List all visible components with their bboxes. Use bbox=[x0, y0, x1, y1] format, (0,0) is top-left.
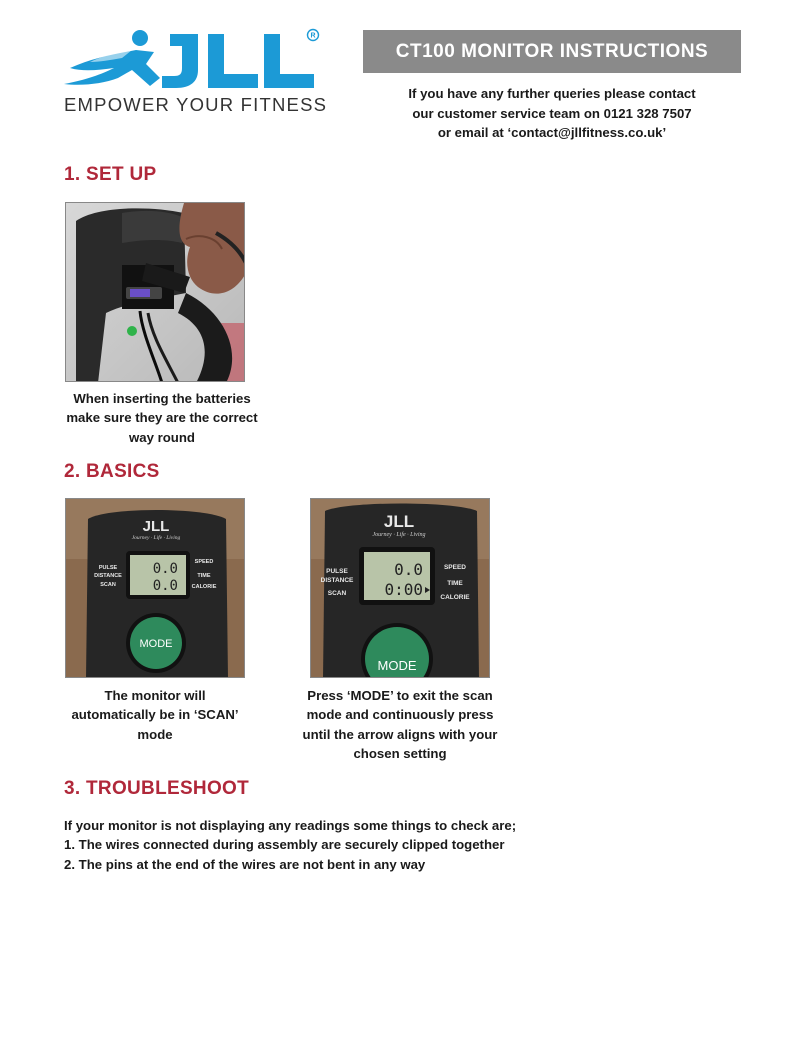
basics-caption-left bbox=[50, 686, 260, 744]
label-time: TIME bbox=[447, 580, 463, 587]
contact-line: or email at ‘contact@jllfitness.co.uk’ bbox=[437, 125, 667, 140]
caption-line: Press ‘MODE’ to exit the scan bbox=[307, 688, 493, 703]
lcd-readout-bottom: 0:00 bbox=[384, 580, 423, 599]
label-pulse: PULSE bbox=[326, 568, 348, 575]
label-scan: SCAN bbox=[100, 582, 116, 588]
basics-caption-right bbox=[290, 686, 510, 763]
caption-line: mode bbox=[137, 726, 173, 742]
caption-line: mode and continuously press bbox=[306, 707, 494, 723]
troubleshoot-item: 1. The wires connected during assembly are securely clipped together bbox=[64, 837, 505, 853]
monitor-brand: JLL bbox=[383, 512, 415, 531]
label-distance: DISTANCE bbox=[320, 577, 354, 584]
monitor-subbrand: Journey · Life · Living bbox=[372, 532, 426, 538]
caption-line: way round bbox=[129, 429, 195, 445]
label-calorie: CALORIE bbox=[440, 594, 470, 601]
label-pulse: PULSE bbox=[98, 565, 118, 571]
monitor-mode-photo bbox=[310, 498, 490, 678]
monitor-brand: JLL bbox=[142, 518, 170, 535]
heading-basics: 2. BASICS bbox=[64, 461, 160, 482]
label-time: TIME bbox=[197, 573, 211, 579]
contact-line: If you have any further queries please contact bbox=[408, 86, 696, 101]
caption-line: until the arrow aligns with your bbox=[302, 726, 498, 742]
troubleshoot-item: 2. The pins at the end of the wires are not bent in any way bbox=[64, 856, 426, 872]
troubleshoot-intro: If your monitor is not displaying any readings some things to check are; bbox=[64, 818, 517, 833]
caption-line: automatically be in ‘SCAN’ bbox=[71, 707, 239, 723]
troubleshoot-text bbox=[64, 816, 664, 874]
label-scan: SCAN bbox=[327, 590, 347, 597]
lcd-readout-bottom: 0.0 bbox=[152, 578, 178, 594]
contact-info bbox=[363, 84, 741, 143]
setup-caption bbox=[62, 389, 262, 447]
mode-button-label: MODE bbox=[139, 638, 173, 650]
monitor-scan-photo bbox=[65, 498, 245, 678]
caption-line: chosen setting bbox=[353, 745, 447, 761]
logo-tagline: EMPOWER YOUR FITNESS bbox=[64, 94, 328, 115]
lcd-readout-top: 0.0 bbox=[394, 560, 423, 579]
label-calorie: CALORIE bbox=[191, 584, 217, 590]
page-title: CT100 MONITOR INSTRUCTIONS bbox=[363, 30, 741, 73]
label-distance: DISTANCE bbox=[94, 573, 122, 579]
caption-line: make sure they are the correct bbox=[66, 410, 258, 426]
monitor-subbrand: Journey · Life · Living bbox=[131, 535, 181, 541]
lcd-readout-top: 0.0 bbox=[152, 561, 178, 577]
heading-setup: 1. SET UP bbox=[64, 164, 157, 185]
contact-line: our customer service team on 0121 328 7507 bbox=[412, 105, 692, 121]
jll-logo bbox=[62, 28, 328, 120]
label-speed: SPEED bbox=[443, 564, 467, 571]
runner-logo-icon bbox=[62, 28, 324, 92]
caption-line: When inserting the batteries bbox=[73, 391, 251, 406]
caption-line: The monitor will bbox=[104, 688, 206, 703]
label-speed: SPEED bbox=[194, 559, 214, 565]
battery-photo bbox=[65, 202, 245, 382]
mode-button-label: MODE bbox=[377, 658, 417, 673]
svg-text:R: R bbox=[310, 32, 316, 40]
heading-troubleshoot: 3. TROUBLESHOOT bbox=[64, 778, 250, 799]
